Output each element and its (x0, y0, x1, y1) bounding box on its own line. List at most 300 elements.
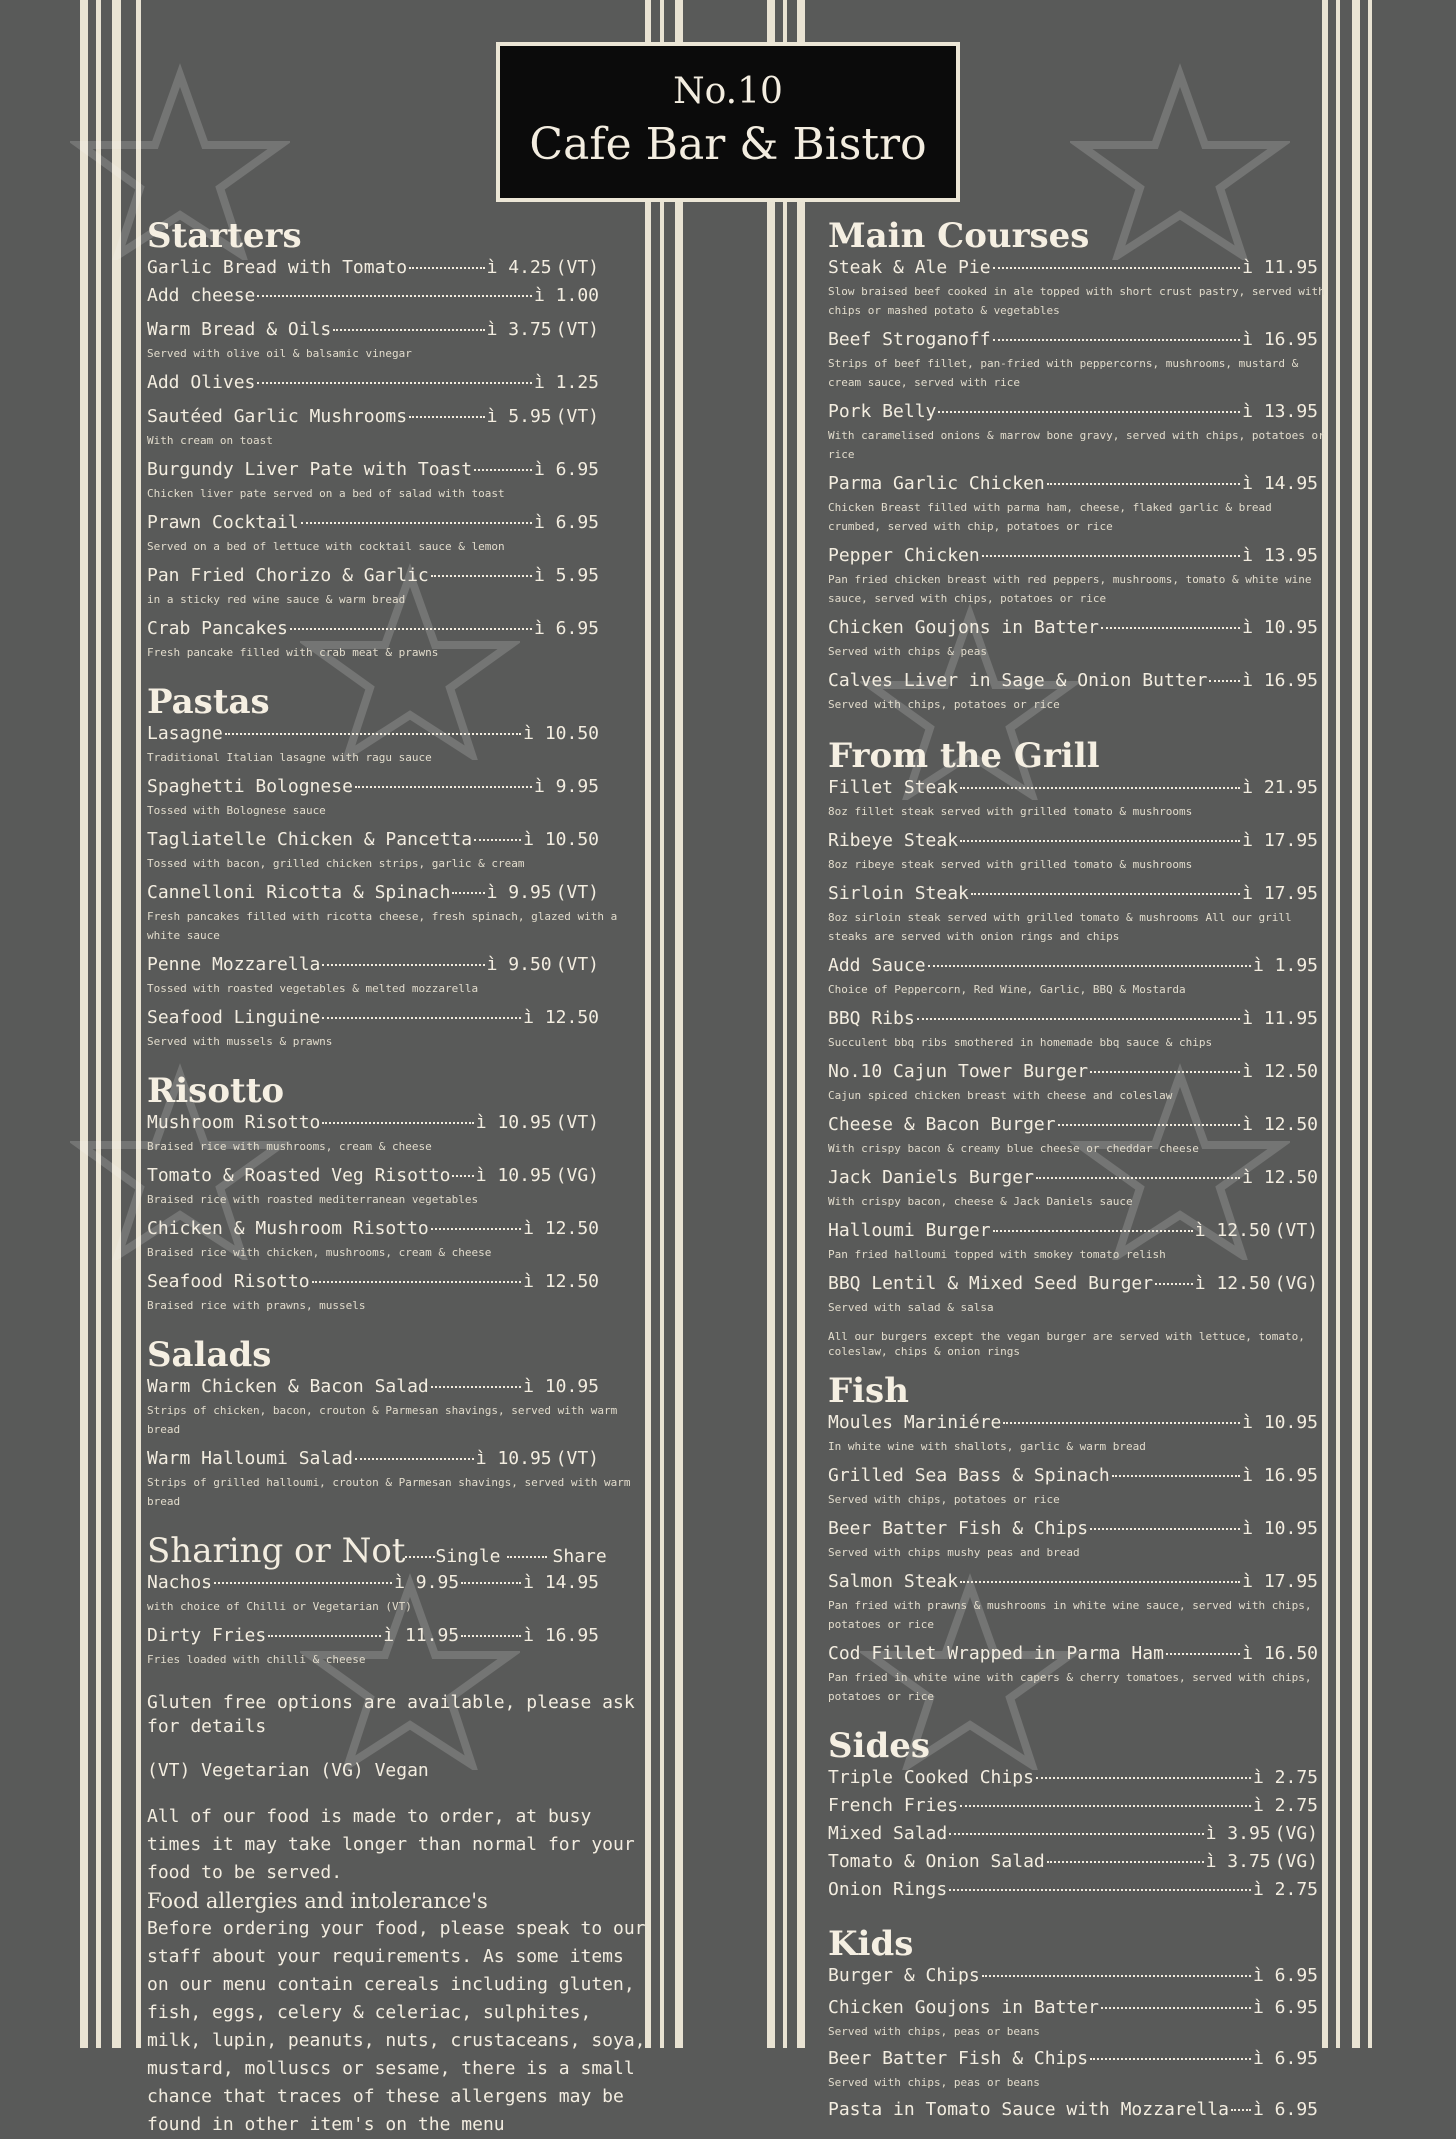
section-title: Salads (147, 1335, 272, 1375)
menu-item (828, 1272, 1330, 1315)
menu-item-row (828, 1570, 1318, 1594)
share-label: Share (552, 1546, 607, 1567)
menu-item-name: Cheese & Bacon Burger (828, 1114, 1056, 1135)
menu-item-description: Pan fried in white wine with capers & cherry tomatoes, served with chips, potatoes or rice (828, 1671, 1312, 1703)
menu-item-name: Parma Garlic Chicken (828, 473, 1045, 494)
menu-item-name: Pork Belly (828, 401, 937, 422)
menu-item-description: Served with chips, potatoes or rice (828, 1493, 1060, 1506)
menu-item-price: ì 12.50 (1194, 1220, 1271, 1241)
diet-tag: (VT) (555, 257, 599, 278)
menu-item-name: Nachos (147, 1572, 213, 1593)
diet-tag: (VG) (1274, 1851, 1318, 1872)
section-main-courses (828, 216, 1330, 712)
menu-item-price: ì 9.50 (486, 954, 552, 975)
menu-item-name: Sirloin Steak (828, 883, 969, 904)
section-kids (828, 1924, 1330, 2122)
menu-item-name: Add Sauce (828, 955, 926, 976)
menu-item (147, 564, 647, 607)
diet-tag: (VT) (555, 1112, 599, 1133)
menu-item (828, 256, 1330, 318)
dot-leader (928, 965, 1251, 967)
dot-leader (474, 469, 532, 471)
menu-item (828, 328, 1330, 390)
menu-item-name: Lasagne (147, 723, 223, 744)
section-sharing (147, 1531, 647, 1667)
stripe (783, 0, 787, 2048)
menu-item (828, 472, 1330, 534)
menu-item-name: Cod Fillet Wrapped in Parma Ham (828, 1643, 1164, 1664)
menu-item-row (147, 722, 599, 746)
menu-item-description: Pan fried chicken breast with red peppers, mushrooms, tomato & white wine sauce, served with chips, potatoes or rice (828, 573, 1312, 605)
menu-item-name: Beer Batter Fish & Chips (828, 2048, 1089, 2069)
menu-item (828, 882, 1330, 944)
menu-item (147, 775, 647, 818)
menu-item-row (147, 405, 599, 429)
menu-item-row (147, 881, 599, 905)
menu-item-description: Fresh pancakes filled with ricotta cheese, fresh spinach, glazed with a white sauce (147, 910, 618, 942)
diet-key: (VT) Vegetarian (VG) Vegan (147, 1760, 429, 1781)
menu-item-name: Calves Liver in Sage & Onion Butter (828, 670, 1208, 691)
menu-item-description: Served with mussels & prawns (147, 1035, 333, 1048)
menu-item-row (147, 775, 599, 799)
menu-item-row (828, 1166, 1318, 1190)
menu-item (828, 1964, 1330, 1988)
menu-item-price: ì 12.50 (1242, 1114, 1318, 1135)
dot-leader (917, 1018, 1240, 1020)
menu-item-price: ì 6.95 (533, 459, 599, 480)
dot-leader (312, 1281, 522, 1283)
menu-item-name: Chicken Goujons in Batter (828, 617, 1099, 638)
menu-item-description: Choice of Peppercorn, Red Wine, Garlic, BBQ & Mostarda (828, 983, 1186, 996)
menu-item-price: ì 2.75 (1252, 1767, 1318, 1788)
dot-leader (960, 1805, 1251, 1807)
sharing-header (147, 1531, 647, 1571)
dot-leader (993, 1230, 1193, 1232)
menu-item-description: with choice of Chilli or Vegetarian (VT) (147, 1600, 412, 1613)
menu-item-row (147, 318, 599, 342)
dot-leader (938, 411, 1240, 413)
menu-item (828, 669, 1330, 712)
diet-tag: (VT) (555, 1448, 599, 1469)
menu-item-price: ì 3.95 (1205, 1823, 1271, 1844)
dot-leader (1101, 2007, 1251, 2009)
menu-item-name: Tagliatelle Chicken & Pancetta (147, 829, 473, 850)
menu-item (828, 1517, 1330, 1560)
dot-leader (452, 1175, 473, 1177)
menu-item-price: ì 2.75 (1252, 1879, 1318, 1900)
menu-item-row (147, 1375, 599, 1399)
menu-item (828, 544, 1330, 606)
dot-leader (993, 267, 1241, 269)
stripe (136, 0, 141, 2048)
dot-leader (960, 787, 1240, 789)
menu-item-description: Strips of chicken, bacon, crouton & Parmesan shavings, served with warm bread (147, 1404, 618, 1436)
menu-item-name: Warm Bread & Oils (147, 319, 332, 340)
menu-item-row (828, 1060, 1318, 1084)
menu-item-name: Seafood Risotto (147, 1271, 310, 1292)
menu-item-description: Served with chips mushy peas and bread (828, 1546, 1080, 1559)
stripe (1368, 0, 1372, 2048)
item-list (828, 1964, 1330, 2122)
menu-item-name: Dirty Fries (147, 1625, 267, 1646)
menu-item-description: Served on a bed of lettuce with cocktail sauce & lemon (147, 540, 505, 553)
menu-item-description: Served with chips & peas (828, 645, 987, 658)
menu-item (828, 776, 1330, 819)
section-sides (828, 1726, 1330, 1902)
menu-item-price: ì 12.50 (523, 1218, 599, 1239)
menu-item-row (828, 256, 1318, 280)
section-risotto (147, 1071, 647, 1313)
order-note: All of our food is made to order, at busy times it may take longer than normal for your food to be served. (147, 1806, 635, 1883)
menu-item (828, 1411, 1330, 1454)
menu-item-description: Slow braised beef cooked in ale topped with short crust pastry, served with chips or mashed potato & vegetables (828, 285, 1325, 317)
menu-item-description: Braised rice with chicken, mushrooms, cream & cheese (147, 1246, 492, 1259)
dot-leader (431, 1228, 521, 1230)
menu-item-name: Grilled Sea Bass & Spinach (828, 1465, 1110, 1486)
menu-item-row (828, 1878, 1318, 1902)
dot-leader (949, 1889, 1251, 1891)
burger-footnote: All our burgers except the vegan burger are served with lettuce, tomato, coleslaw, chips & onion rings (828, 1330, 1305, 1358)
menu-item (147, 371, 647, 395)
menu-item (828, 400, 1330, 462)
menu-item (828, 1822, 1330, 1846)
stripe (80, 0, 88, 2048)
menu-item-row (828, 472, 1318, 496)
menu-item-price: ì 6.95 (1252, 1997, 1318, 2018)
dot-leader (461, 1635, 521, 1637)
dot-leader (405, 1556, 435, 1558)
menu-item (828, 1113, 1330, 1156)
dot-leader (1101, 627, 1240, 629)
section-title: Kids (828, 1924, 914, 1964)
menu-item (828, 1060, 1330, 1103)
menu-item (828, 1464, 1330, 1507)
menu-item-name: Mixed Salad (828, 1823, 948, 1844)
dot-leader (355, 786, 532, 788)
menu-item (147, 1217, 647, 1260)
section-pastas (147, 682, 647, 1049)
diet-tag: (VG) (1274, 1273, 1318, 1294)
menu-item-price: ì 10.95 (1242, 1412, 1318, 1433)
gluten-note: Gluten free options are available, please ask for details (147, 1692, 635, 1737)
menu-item-row (828, 2047, 1318, 2071)
diet-tag: (VG) (555, 1165, 599, 1186)
menu-item-row (147, 953, 599, 977)
dot-leader (268, 1635, 381, 1637)
menu-item-name: Mushroom Risotto (147, 1112, 321, 1133)
menu-item (828, 2047, 1330, 2090)
single-price: ì 9.95 (394, 1572, 460, 1593)
menu-item-description: Served with chips, peas or beans (828, 2025, 1040, 2038)
allergy-text: Before ordering your food, please speak to our staff about your requirements. As some items on our menu contain cereals including gluten, fish, eggs, celery & celeriac, sulphites, milk, lupin, peanuts, nuts, crustaceans, soya, mustard, molluscs or sesame, there is a small chance that traces of these allergens may be found in other item's on the menu (147, 1918, 646, 2135)
menu-item-price: ì 10.95 (475, 1448, 552, 1469)
menu-item (828, 1642, 1330, 1704)
stripe (112, 0, 121, 2048)
menu-item-price: ì 13.95 (1242, 401, 1318, 422)
menu-item (828, 1166, 1330, 1209)
menu-item-row (828, 829, 1318, 853)
menu-item-row (828, 1642, 1318, 1666)
stripe (767, 0, 775, 2048)
menu-item (828, 1007, 1330, 1050)
stripe (797, 0, 805, 2048)
menu-item-name: Ribeye Steak (828, 830, 959, 851)
menu-item-name: Halloumi Burger (828, 1220, 991, 1241)
menu-item-name: Seafood Linguine (147, 1007, 321, 1028)
dot-leader (1090, 1528, 1240, 1530)
dot-leader (461, 1582, 521, 1584)
menu-item-description: Traditional Italian lasagne with ragu sauce (147, 751, 432, 764)
menu-item-row (828, 1996, 1318, 2020)
menu-item (147, 617, 647, 660)
stripe (1352, 0, 1360, 2048)
dot-leader (409, 416, 485, 418)
menu-item-price: ì 1.95 (1252, 955, 1318, 976)
menu-item-name: BBQ Ribs (828, 1008, 915, 1029)
menu-item-name: Moules Mariniére (828, 1412, 1002, 1433)
left-column (147, 216, 647, 2139)
menu-item-row (147, 1006, 599, 1030)
stripe (96, 0, 101, 2048)
menu-item-name: Burgundy Liver Pate with Toast (147, 459, 473, 480)
menu-item-price: ì 10.50 (523, 723, 599, 744)
menu-item-description: 8oz ribeye steak served with grilled tomato & mushrooms (828, 858, 1193, 871)
dot-leader (225, 733, 521, 735)
menu-item-price: ì 6.95 (1252, 2048, 1318, 2069)
menu-item-price: ì 6.95 (533, 512, 599, 533)
single-price: ì 11.95 (383, 1625, 460, 1646)
menu-item-price: ì 3.75 (486, 319, 552, 340)
menu-item (828, 616, 1330, 659)
menu-item-row (828, 1272, 1318, 1296)
menu-item-price: ì 21.95 (1242, 777, 1318, 798)
menu-item-price: ì 12.50 (1242, 1167, 1318, 1188)
menu-item-price: ì 12.50 (523, 1007, 599, 1028)
menu-item-price: ì 6.95 (533, 618, 599, 639)
menu-item-row (147, 1217, 599, 1241)
menu-item (828, 2098, 1330, 2122)
menu-item-row (828, 1113, 1318, 1137)
single-label: Single (435, 1546, 501, 1567)
stripe (660, 0, 664, 2048)
dot-leader (1209, 680, 1240, 682)
dot-leader (1058, 1124, 1241, 1126)
menu-item-name: Add cheese (147, 285, 256, 306)
menu-item-name: BBQ Lentil & Mixed Seed Burger (828, 1273, 1154, 1294)
menu-item-row (828, 1464, 1318, 1488)
menu-item-price: ì 10.95 (1242, 1518, 1318, 1539)
menu-item-row (828, 616, 1318, 640)
menu-item-price: ì 12.50 (523, 1271, 599, 1292)
dot-leader (301, 522, 532, 524)
menu-item-price: ì 10.95 (1242, 617, 1318, 638)
menu-item (147, 828, 647, 871)
menu-item (147, 405, 647, 448)
menu-item (147, 1270, 647, 1313)
menu-item-description: Served with olive oil & balsamic vinegar (147, 347, 412, 360)
menu-item-price: ì 10.95 (523, 1376, 599, 1397)
section-title: Main Courses (828, 216, 1090, 256)
section-title: Sharing or Not (147, 1531, 406, 1571)
item-list (147, 1111, 647, 1313)
menu-item-description: Strips of grilled halloumi, crouton & Parmesan shavings, served with warm bread (147, 1476, 631, 1508)
menu-item-row (828, 328, 1318, 352)
menu-item (147, 256, 647, 280)
dot-leader (1155, 1283, 1193, 1285)
menu-item-description: Braised rice with roasted mediterranean vegetables (147, 1193, 479, 1206)
menu-item-row (147, 1571, 599, 1595)
dot-leader (214, 1582, 392, 1584)
menu-item (147, 458, 647, 501)
menu-item-row (828, 776, 1318, 800)
menu-item-row (147, 1164, 599, 1188)
item-list (147, 1375, 647, 1509)
menu-item-name: Crab Pancakes (147, 618, 288, 639)
dot-leader (431, 575, 532, 577)
dot-leader (1231, 2109, 1251, 2111)
dot-leader (1112, 1475, 1240, 1477)
menu-item-name: Warm Halloumi Salad (147, 1448, 353, 1469)
menu-item (828, 1850, 1330, 1874)
menu-item (828, 1996, 1330, 2039)
menu-item-row (828, 1007, 1318, 1031)
menu-item-row (828, 1411, 1318, 1435)
menu-item (147, 881, 647, 943)
menu-item-name: Jack Daniels Burger (828, 1167, 1034, 1188)
menu-item-row (147, 1111, 599, 1135)
menu-item (828, 1794, 1330, 1818)
share-price: ì 16.95 (523, 1625, 599, 1646)
menu-item-description: Pan fried with prawns & mushrooms in white wine sauce, served with chips, potatoes or rice (828, 1599, 1312, 1631)
menu-item (147, 1571, 647, 1614)
menu-item-price: ì 10.95 (475, 1112, 552, 1133)
dot-leader (257, 382, 532, 384)
menu-item-name: Tomato & Roasted Veg Risotto (147, 1165, 451, 1186)
menu-item-name: Burger & Chips (828, 1965, 980, 1986)
dot-leader (1047, 483, 1240, 485)
item-list (828, 256, 1330, 712)
menu-item-description: Strips of beef fillet, pan-fried with peppercorns, mushrooms, mustard & cream sauce, served with rice (828, 357, 1299, 389)
title-box (496, 42, 960, 202)
menu-item-name: Chicken Goujons in Batter (828, 1997, 1099, 2018)
dot-leader (409, 267, 485, 269)
menu-item-description: Cajun spiced chicken breast with cheese and coleslaw (828, 1089, 1173, 1102)
dot-leader (1047, 1861, 1204, 1863)
menu-item-description: With crispy bacon, cheese & Jack Daniels sauce (828, 1195, 1133, 1208)
menu-item-description: Pan fried halloumi topped with smokey tomato relish (828, 1248, 1166, 1261)
dot-leader (982, 555, 1240, 557)
menu-item-price: ì 12.50 (1242, 1061, 1318, 1082)
menu-item-row (828, 1964, 1318, 1988)
menu-item-description: Succulent bbq ribs smothered in homemade bbq sauce & chips (828, 1036, 1213, 1049)
menu-item (147, 1111, 647, 1154)
dot-leader (993, 339, 1241, 341)
section-title: Pastas (147, 682, 270, 722)
menu-item-name: Add Olives (147, 372, 256, 393)
diet-tag: (VG) (1274, 1823, 1318, 1844)
item-list (828, 776, 1330, 1315)
menu-item-name: Salmon Steak (828, 1571, 959, 1592)
diet-tag: (VT) (555, 406, 599, 427)
menu-item-price: ì 16.95 (1242, 1465, 1318, 1486)
menu-item-row (147, 564, 599, 588)
menu-item-description: With cream on toast (147, 434, 273, 447)
menu-item-price: ì 6.95 (1252, 1965, 1318, 1986)
diet-tag: (VT) (555, 319, 599, 340)
dot-leader (322, 1017, 521, 1019)
menu-item-price: ì 4.25 (486, 257, 552, 278)
menu-item-row (147, 617, 599, 641)
menu-item-description: With crispy bacon & creamy blue cheese or cheddar cheese (828, 1142, 1199, 1155)
menu-item-row (828, 544, 1318, 568)
menu-item (147, 1447, 647, 1509)
menu-item-name: Chicken & Mushroom Risotto (147, 1218, 429, 1239)
menu-item (147, 511, 647, 554)
menu-item-description: With caramelised onions & marrow bone gravy, served with chips, potatoes or rice (828, 429, 1325, 461)
menu-item-price: ì 16.95 (1242, 329, 1318, 350)
section-grill (828, 736, 1330, 1359)
menu-item-price: ì 1.00 (533, 285, 599, 306)
menu-item (828, 1570, 1330, 1632)
menu-item-row (828, 669, 1318, 693)
menu-item-description: Fries loaded with chilli & cheese (147, 1653, 366, 1666)
menu-item-name: Fillet Steak (828, 777, 959, 798)
menu-item-description: Served with chips, peas or beans (828, 2076, 1040, 2089)
section-title: Starters (147, 216, 302, 256)
dot-leader (431, 1386, 521, 1388)
menu-item-price: ì 11.95 (1242, 1008, 1318, 1029)
menu-item-row (147, 1624, 599, 1648)
menu-item-row (828, 400, 1318, 424)
section-fish (828, 1371, 1330, 1704)
menu-item (828, 1766, 1330, 1790)
menu-item (147, 1006, 647, 1049)
menu-item (147, 953, 647, 996)
item-list (147, 256, 647, 660)
menu-item-description: Tossed with Bolognese sauce (147, 804, 326, 817)
section-salads (147, 1335, 647, 1509)
menu-item (147, 318, 647, 361)
menu-item (147, 1624, 647, 1667)
menu-item (147, 284, 647, 308)
menu-item-name: Sautéed Garlic Mushrooms (147, 406, 408, 427)
dot-leader (971, 893, 1240, 895)
menu-item-row (828, 1219, 1318, 1243)
menu-item-name: Tomato & Onion Salad (828, 1851, 1045, 1872)
menu-item-row (147, 828, 599, 852)
menu-item-name: Pasta in Tomato Sauce with Mozzarella (828, 2099, 1229, 2120)
diet-tag: (VT) (555, 954, 599, 975)
dot-leader (507, 1556, 547, 1558)
dot-leader (322, 964, 484, 966)
menu-item-description: 8oz sirloin steak served with grilled tomato & mushrooms All our grill steaks are served with onion rings and chips (828, 911, 1292, 943)
dot-leader (982, 1975, 1251, 1977)
menu-item-price: ì 12.50 (1194, 1273, 1271, 1294)
menu-item-price: ì 3.75 (1205, 1851, 1271, 1872)
menu-item (147, 1164, 647, 1207)
menu-item-description: Braised rice with prawns, mussels (147, 1299, 366, 1312)
menu-item (828, 1878, 1330, 1902)
menu-item (828, 829, 1330, 872)
menu-item-description: Served with chips, potatoes or rice (828, 698, 1060, 711)
menu-item-name: Garlic Bread with Tomato (147, 257, 408, 278)
menu-item-description: Braised rice with mushrooms, cream & cheese (147, 1140, 432, 1153)
section-starters (147, 216, 647, 660)
menu-item-row (147, 1447, 599, 1471)
title-name: Cafe Bar & Bistro (529, 119, 927, 170)
menu-item (147, 1375, 647, 1437)
menu-item-name: Steak & Ale Pie (828, 257, 991, 278)
